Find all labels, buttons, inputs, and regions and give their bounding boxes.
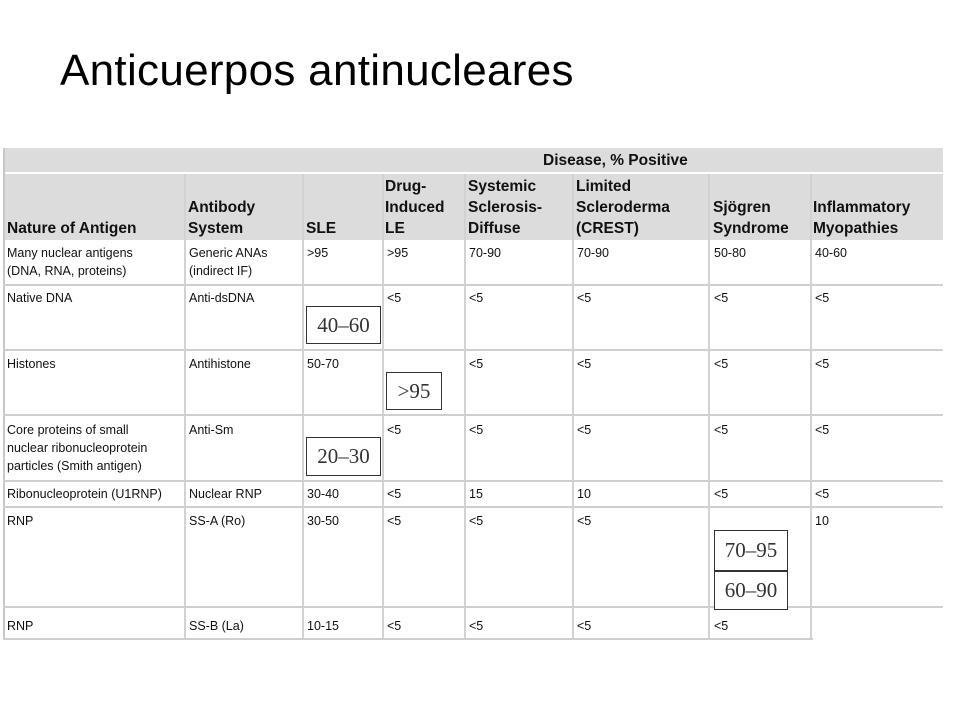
header-drug-1: Drug- — [385, 178, 427, 195]
header-antigen: Nature of Antigen — [7, 220, 137, 237]
cell-lim: 10 — [577, 487, 591, 501]
cell-sjo: 50-80 — [714, 246, 746, 260]
cell-drug: <5 — [387, 619, 402, 633]
row-divider — [3, 606, 943, 608]
col-divider — [810, 174, 812, 640]
header-lim-2: Scleroderma — [576, 199, 670, 216]
cell-system: Generic ANAs — [189, 246, 268, 260]
cell-ssc: 70-90 — [469, 246, 501, 260]
cell-inf: <5 — [815, 487, 830, 501]
cell-sjo: <5 — [714, 291, 729, 305]
header-ssc-2: Sclerosis- — [468, 199, 543, 216]
col-divider — [302, 174, 304, 640]
cell-antigen: particles (Smith antigen) — [7, 459, 142, 473]
header-sle: SLE — [306, 220, 337, 237]
cell-sle-highlight-box: 40–60 — [306, 306, 381, 344]
cell-antigen: RNP — [7, 514, 34, 528]
col-divider — [464, 174, 466, 640]
col-divider — [708, 174, 710, 640]
cell-sle: >95 — [307, 246, 329, 260]
cell-sjo: <5 — [714, 487, 729, 501]
cell-sjo: <5 — [714, 619, 729, 633]
cell-drug-highlight-box: >95 — [386, 372, 442, 410]
cell-sle: 30-50 — [307, 514, 339, 528]
sjo-box-top-value: 70–95 — [724, 538, 778, 562]
cell-lim: <5 — [577, 357, 592, 371]
header-inf-1: Inflammatory — [813, 199, 911, 216]
cell-system: Nuclear RNP — [189, 487, 262, 501]
cell-system: Anti-dsDNA — [189, 291, 255, 305]
col-divider — [184, 174, 186, 640]
cell-sle: 10-15 — [307, 619, 339, 633]
col-divider — [572, 174, 574, 640]
cell-system: Antihistone — [189, 357, 251, 371]
col-divider — [382, 174, 384, 640]
cell-drug: <5 — [387, 291, 402, 305]
cell-ssc: <5 — [469, 357, 484, 371]
cell-inf: 40-60 — [815, 246, 847, 260]
cell-sle-highlight-box: 20–30 — [306, 437, 381, 476]
cell-antigen: Many nuclear antigens — [7, 246, 133, 260]
group-header: Disease, % Positive — [543, 152, 688, 169]
cell-sle: 50-70 — [307, 357, 339, 371]
header-ssc-3: Diffuse — [468, 220, 521, 237]
cell-lim: 70-90 — [577, 246, 609, 260]
cell-system: SS-A (Ro) — [189, 514, 246, 528]
cell-ssc: <5 — [469, 423, 484, 437]
cell-system: (indirect IF) — [189, 264, 253, 278]
row-divider — [3, 638, 813, 640]
cell-system: SS-B (La) — [189, 619, 244, 633]
row-divider — [3, 284, 943, 286]
header-sjo-2: Syndrome — [713, 220, 789, 237]
cell-lim: <5 — [577, 514, 592, 528]
cell-antigen: RNP — [7, 619, 34, 633]
table-left-border — [3, 148, 5, 640]
cell-ssc: <5 — [469, 291, 484, 305]
cell-inf: <5 — [815, 357, 830, 371]
cell-lim: <5 — [577, 423, 592, 437]
cell-drug: >95 — [387, 246, 409, 260]
cell-ssc: <5 — [469, 619, 484, 633]
row-divider — [3, 414, 943, 416]
cell-sjo: <5 — [714, 357, 729, 371]
row-divider — [3, 480, 943, 482]
cell-inf: 10 — [815, 514, 829, 528]
cell-antigen: Native DNA — [7, 291, 73, 305]
cell-antigen: Ribonucleoprotein (U1RNP) — [7, 487, 162, 501]
cell-ssc: 15 — [469, 487, 483, 501]
cell-system: Anti-Sm — [189, 423, 234, 437]
cell-sjo: <5 — [714, 423, 729, 437]
header-drug-3: LE — [385, 220, 405, 237]
cell-sjo-highlight-box — [714, 530, 788, 610]
header-ssc-1: Systemic — [468, 178, 537, 195]
row-divider — [3, 349, 943, 351]
cell-antigen: nuclear ribonucleoprotein — [7, 441, 148, 455]
slide-title: Anticuerpos antinucleares — [60, 46, 574, 95]
cell-drug: <5 — [387, 514, 402, 528]
sjo-box-bottom-value: 60–90 — [724, 577, 778, 602]
cell-drug: <5 — [387, 487, 402, 501]
cell-antigen: Histones — [7, 357, 56, 371]
cell-antigen: (DNA, RNA, proteins) — [7, 264, 127, 278]
header-drug-2: Induced — [385, 199, 445, 216]
cell-sle: 30-40 — [307, 487, 339, 501]
cell-antigen: Core proteins of small — [7, 423, 129, 437]
header-sjo-1: Sjögren — [713, 199, 771, 216]
header-system-1: Antibody — [188, 199, 256, 216]
header-lim-3: (CREST) — [576, 220, 639, 237]
header-inf-2: Myopathies — [813, 220, 899, 237]
row-divider — [3, 506, 943, 508]
cell-inf: <5 — [815, 423, 830, 437]
cell-drug: <5 — [387, 423, 402, 437]
cell-lim: <5 — [577, 291, 592, 305]
cell-inf: <5 — [815, 291, 830, 305]
header-system-2: System — [188, 220, 244, 237]
header-lim-1: Limited — [576, 178, 632, 195]
cell-ssc: <5 — [469, 514, 484, 528]
group-header-bg — [3, 148, 943, 172]
cell-lim: <5 — [577, 619, 592, 633]
